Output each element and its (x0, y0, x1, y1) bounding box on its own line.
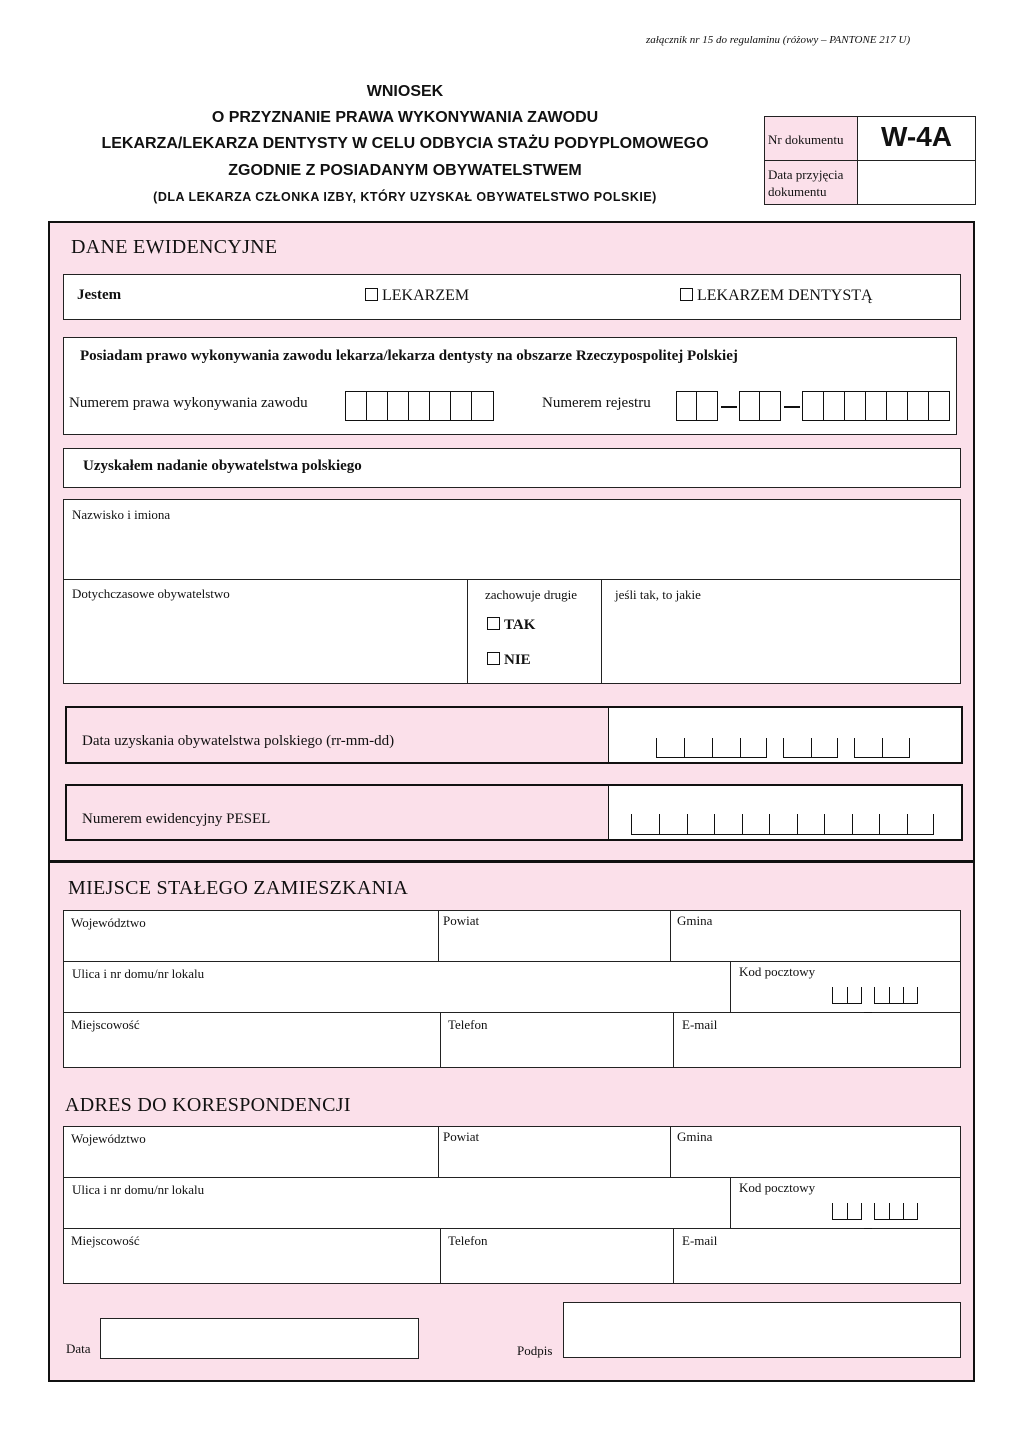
col-divider (730, 1177, 731, 1228)
res-wojewodztwo-label: Województwo (71, 915, 146, 930)
res-powiat-field[interactable] (439, 931, 669, 961)
name-citizenship-table (63, 499, 961, 684)
rejestr-label: Numerem rejestru (542, 395, 651, 411)
pwz-label: Numerem prawa wykonywania zawodu (69, 395, 308, 411)
rejestr-part1-input[interactable] (676, 391, 718, 421)
corr-miejscowosc-label: Miejscowość (71, 1233, 140, 1248)
corr-wojewodztwo-label: Województwo (71, 1131, 146, 1146)
citizenship-date-input[interactable] (656, 738, 910, 758)
res-wojewodztwo-field[interactable] (64, 931, 437, 961)
section-title-korespondencja: ADRES DO KORESPONDENCJI (65, 1094, 351, 1116)
form-title (60, 78, 750, 210)
row-divider (64, 579, 960, 580)
zachowuje-label: zachowuje drugie (485, 587, 578, 602)
doc-number-value: W-4A (881, 121, 952, 152)
res-email-label: E-mail (682, 1017, 718, 1032)
rejestr-dash-2 (784, 406, 800, 408)
attachment-note: załącznik nr 15 do regulaminu (różowy – PANTONE 217 U) (646, 34, 911, 46)
corr-powiat-field[interactable] (439, 1147, 669, 1177)
corr-kod-label: Kod pocztowy (739, 1180, 816, 1195)
nazwisko-field[interactable] (64, 524, 960, 579)
res-kod-label: Kod pocztowy (739, 964, 816, 979)
pesel-label: Numerem ewidencyjny PESEL (82, 811, 271, 827)
option-tak-label: TAK (504, 617, 536, 633)
doc-number-box (764, 116, 976, 205)
option-nie[interactable] (487, 652, 531, 669)
res-miejscowosc-label: Miejscowość (71, 1017, 140, 1032)
corr-email-label: E-mail (682, 1233, 718, 1248)
citizenship-granted-label: Uzyskałem nadanie obywatelstwa polskiego (83, 458, 362, 474)
option-lekarz[interactable] (365, 287, 469, 305)
row-divider (64, 1012, 960, 1013)
license-box (63, 337, 957, 435)
row-divider (64, 961, 960, 962)
profession-box (63, 274, 961, 320)
title-line-2: O PRZYZNANIE PRAWA WYKONYWANIA ZAWODU (211, 109, 599, 126)
citizenship-date-box (65, 706, 963, 764)
corr-email-field[interactable] (674, 1251, 960, 1284)
jesli-field[interactable] (602, 600, 960, 682)
res-gmina-label: Gmina (677, 913, 713, 928)
res-gmina-field[interactable] (671, 931, 960, 961)
option-tak[interactable] (487, 617, 535, 634)
profession-label: Jestem (77, 287, 122, 303)
date-field[interactable] (100, 1318, 419, 1359)
correspondence-address-table (63, 1126, 961, 1284)
checkbox-lekarz[interactable] (365, 288, 378, 301)
res-telefon-field[interactable] (441, 1035, 672, 1068)
option-dentysta-label: LEKARZEM DENTYSTĄ (697, 287, 873, 304)
corr-gmina-label: Gmina (677, 1129, 713, 1144)
corr-ulica-label: Ulica i nr domu/nr lokalu (72, 1182, 205, 1197)
pwz-number-input[interactable] (345, 391, 494, 421)
corr-telefon-field[interactable] (441, 1251, 672, 1284)
rejestr-part3-input[interactable] (802, 391, 950, 421)
corr-miejscowosc-field[interactable] (64, 1251, 439, 1284)
corr-wojewodztwo-field[interactable] (64, 1147, 437, 1177)
res-powiat-label: Powiat (443, 913, 480, 928)
citizenship-date-label: Data uzyskania obywatelstwa polskiego (rr-mm-dd) (82, 733, 395, 749)
res-email-field[interactable] (674, 1035, 960, 1068)
doc-number-value-cell (858, 117, 975, 161)
res-telefon-label: Telefon (448, 1017, 488, 1032)
option-dentysta[interactable] (680, 287, 873, 305)
pesel-input[interactable] (631, 814, 934, 835)
title-line-3: LEKARZA/LEKARZA DENTYSTY W CELU ODBYCIA STAŻU PODYPLOMOWEGO (101, 135, 709, 152)
pesel-box (65, 784, 963, 841)
date-received-label: Data przyjęcia dokumentu (768, 167, 844, 199)
citizenship-granted-box (63, 448, 961, 488)
residence-address-table (63, 910, 961, 1068)
corr-ulica-field[interactable] (64, 1199, 729, 1228)
section-title-dane: DANE EWIDENCYJNE (71, 236, 278, 258)
corr-telefon-label: Telefon (448, 1233, 488, 1248)
checkbox-dentysta[interactable] (680, 288, 693, 301)
res-ulica-field[interactable] (64, 983, 729, 1012)
jesli-label: jeśli tak, to jakie (615, 587, 701, 602)
col-divider-1 (467, 579, 468, 683)
res-ulica-label: Ulica i nr domu/nr lokalu (72, 966, 205, 981)
license-statement: Posiadam prawo wykonywania zawodu lekarza/lekarza dentysty na obszarze Rzeczypospolitej Polskiej (80, 348, 738, 364)
rejestr-dash-1 (721, 406, 737, 408)
title-line-5: (DLA LEKARZA CZŁONKA IZBY, KTÓRY UZYSKAŁ OBYWATELSTWO POLSKIE) (153, 190, 657, 204)
date-label: Data (66, 1341, 91, 1356)
checkbox-tak[interactable] (487, 617, 500, 630)
section-divider (48, 860, 975, 863)
res-kod-input[interactable] (832, 987, 918, 1004)
doc-number-label-cell (765, 117, 858, 161)
section-title-zamieszkanie: MIEJSCE STAŁEGO ZAMIESZKANIA (68, 877, 409, 899)
checkbox-nie[interactable] (487, 652, 500, 665)
corr-gmina-field[interactable] (671, 1147, 960, 1177)
corr-powiat-label: Powiat (443, 1129, 480, 1144)
title-line-1: WNIOSEK (366, 83, 444, 100)
title-line-4: ZGODNIE Z POSIADANYM OBYWATELSTWEM (228, 162, 582, 179)
corr-kod-input[interactable] (832, 1203, 918, 1220)
row-divider (64, 1177, 960, 1178)
signature-field[interactable] (563, 1302, 961, 1358)
res-miejscowosc-field[interactable] (64, 1035, 439, 1068)
rejestr-part2-input[interactable] (739, 391, 781, 421)
doc-number-label: Nr dokumentu (768, 132, 844, 147)
signature-label: Podpis (517, 1343, 553, 1358)
col-divider (730, 961, 731, 1012)
dotychczasowe-label: Dotychczasowe obywatelstwo (72, 586, 230, 601)
option-nie-label: NIE (504, 652, 531, 668)
date-received-label-cell (765, 161, 858, 204)
nazwisko-label: Nazwisko i imiona (72, 507, 171, 522)
date-received-field[interactable] (858, 161, 975, 204)
row-divider (64, 1228, 960, 1229)
option-lekarz-label: LEKARZEM (382, 287, 470, 304)
dotychczasowe-field[interactable] (64, 600, 466, 682)
